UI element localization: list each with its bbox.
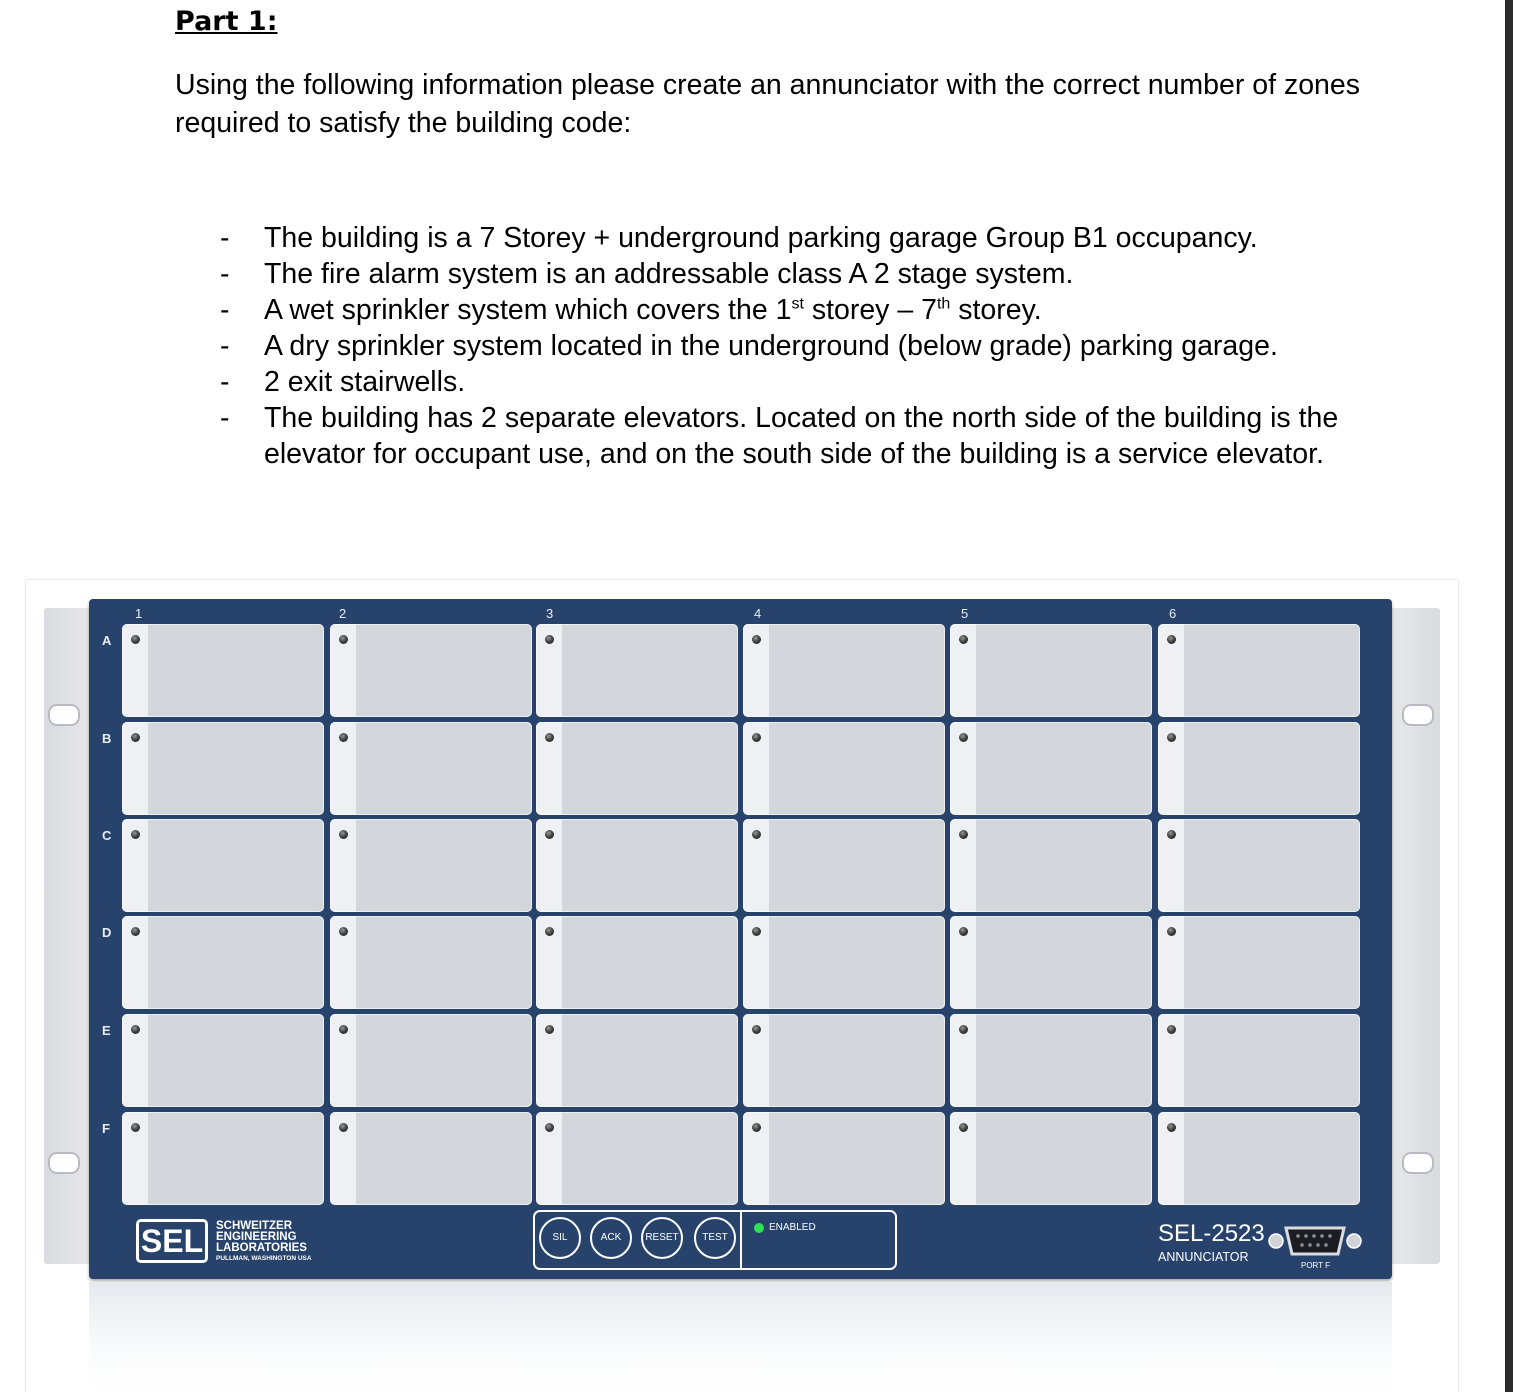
sel-logo: SEL	[136, 1219, 208, 1263]
zone-led-icon	[752, 1025, 761, 1034]
company-location: PULLMAN, WASHINGTON USA	[216, 1255, 312, 1262]
requirement-item: - The building has 2 separate elevators. Located on the north side of the building is the elevator for occupant use, and on the south side of the building is a service elevator.	[216, 400, 1376, 472]
column-number: 1	[135, 606, 143, 621]
zone-tile	[950, 1014, 1152, 1107]
serial-port-icon	[1268, 1224, 1362, 1258]
zone-tile	[743, 819, 945, 912]
mounting-slot	[1402, 704, 1434, 726]
mounting-slot	[1402, 1152, 1434, 1174]
row-letter: D	[102, 925, 112, 940]
requirement-item: - A dry sprinkler system located in the underground (below grade) parking garage.	[216, 328, 1376, 364]
zone-led-icon	[959, 1025, 968, 1034]
superscript: th	[936, 295, 951, 313]
zone-tile	[950, 624, 1152, 717]
zone-tile	[122, 916, 324, 1009]
reset-button[interactable]: RESET	[641, 1217, 683, 1259]
zone-tile	[1158, 1112, 1360, 1205]
column-number: 3	[546, 606, 554, 621]
zone-tile	[330, 819, 532, 912]
zone-led-icon	[545, 1123, 554, 1132]
zone-tile	[330, 1112, 532, 1205]
zone-tile	[950, 916, 1152, 1009]
zone-led-icon	[339, 733, 348, 742]
zone-tile	[122, 624, 324, 717]
row-letter: A	[102, 633, 112, 648]
zone-tile	[330, 624, 532, 717]
zone-tile	[1158, 1014, 1360, 1107]
row-letter: C	[102, 828, 112, 843]
superscript: st	[791, 295, 804, 313]
company-name	[216, 1221, 312, 1264]
requirement-text: A wet sprinkler system which covers the 1	[264, 294, 792, 326]
model-number: SEL-2523	[1158, 1220, 1265, 1247]
zone-tile	[536, 819, 738, 912]
zone-led-icon	[752, 830, 761, 839]
zone-led-icon	[752, 635, 761, 644]
requirements-list	[216, 220, 1376, 472]
zone-tile	[1158, 624, 1360, 717]
zone-led-icon	[1167, 635, 1176, 644]
zone-tile	[536, 624, 738, 717]
zone-tile	[536, 916, 738, 1009]
column-number: 6	[1169, 606, 1177, 621]
zone-led-icon	[131, 635, 140, 644]
zone-tile	[330, 722, 532, 815]
zone-tile	[122, 1014, 324, 1107]
zone-led-icon	[545, 927, 554, 936]
column-number: 2	[339, 606, 347, 621]
column-number: 4	[754, 606, 762, 621]
zone-tile	[743, 1014, 945, 1107]
zone-led-icon	[545, 830, 554, 839]
zone-led-icon	[131, 927, 140, 936]
zone-led-icon	[131, 733, 140, 742]
mounting-slot	[48, 1152, 80, 1174]
zone-led-icon	[959, 635, 968, 644]
zone-led-icon	[959, 1123, 968, 1132]
zone-led-icon	[545, 733, 554, 742]
zone-led-icon	[959, 927, 968, 936]
company-line: SCHWEITZER	[216, 1220, 293, 1232]
row-letter: E	[102, 1023, 111, 1038]
requirement-item: - The building is a 7 Storey + underground parking garage Group B1 occupancy.	[216, 220, 1376, 256]
zone-led-icon	[1167, 1025, 1176, 1034]
enabled-label: ENABLED	[769, 1222, 816, 1233]
zone-led-icon	[131, 1123, 140, 1132]
ack-button[interactable]: ACK	[590, 1217, 632, 1259]
zone-led-icon	[339, 635, 348, 644]
row-letter: B	[102, 731, 112, 746]
model-subtitle: ANNUNCIATOR	[1158, 1250, 1249, 1264]
requirement-item: - 2 exit stairwells.	[216, 364, 1376, 400]
zone-led-icon	[131, 830, 140, 839]
company-line: LABORATORIES	[216, 1242, 307, 1254]
enabled-indicator-led	[754, 1223, 764, 1233]
test-button[interactable]: TEST	[694, 1217, 736, 1259]
zone-led-icon	[1167, 733, 1176, 742]
document-edge-bar	[1505, 0, 1513, 1392]
part-title: Part 1:	[175, 6, 278, 37]
zone-tile	[743, 624, 945, 717]
requirement-text: storey.	[950, 294, 1042, 326]
company-line: ENGINEERING	[216, 1231, 297, 1243]
zone-tile	[536, 1112, 738, 1205]
zone-tile	[1158, 819, 1360, 912]
requirement-text: storey – 7	[803, 294, 937, 326]
row-letter: F	[102, 1121, 110, 1136]
zone-led-icon	[1167, 830, 1176, 839]
zone-tile	[743, 722, 945, 815]
zone-led-icon	[131, 1025, 140, 1034]
zone-tile	[122, 1112, 324, 1205]
zone-tile	[1158, 916, 1360, 1009]
zone-led-icon	[339, 1123, 348, 1132]
column-number: 5	[961, 606, 969, 621]
zone-tile	[122, 722, 324, 815]
zone-led-icon	[959, 830, 968, 839]
zone-led-icon	[752, 927, 761, 936]
zone-led-icon	[545, 1025, 554, 1034]
requirement-item	[216, 292, 1376, 328]
zone-led-icon	[959, 733, 968, 742]
zone-led-icon	[1167, 1123, 1176, 1132]
zone-tile	[950, 722, 1152, 815]
zone-tile	[536, 722, 738, 815]
zone-tile	[743, 916, 945, 1009]
zone-led-icon	[752, 733, 761, 742]
zone-tile	[330, 916, 532, 1009]
zone-tile	[1158, 722, 1360, 815]
intro-paragraph: Using the following information please create an annunciator with the correct number of zones required to satisfy the building code:	[175, 69, 1360, 139]
zone-led-icon	[545, 635, 554, 644]
mounting-slot	[48, 704, 80, 726]
zone-led-icon	[339, 927, 348, 936]
control-divider	[740, 1212, 742, 1268]
requirement-item: - The fire alarm system is an addressable class A 2 stage system.	[216, 256, 1376, 292]
zone-tile	[122, 819, 324, 912]
zone-tile	[536, 1014, 738, 1107]
zone-led-icon	[752, 1123, 761, 1132]
zone-led-icon	[339, 1025, 348, 1034]
zone-tile	[950, 819, 1152, 912]
panel-reflection	[89, 1282, 1392, 1392]
zone-tile	[950, 1112, 1152, 1205]
zone-led-icon	[1167, 927, 1176, 936]
zone-led-icon	[339, 830, 348, 839]
zone-tile	[330, 1014, 532, 1107]
zone-tile	[743, 1112, 945, 1205]
port-label: PORT F	[1301, 1261, 1331, 1270]
sil-button[interactable]: SIL	[539, 1217, 581, 1259]
